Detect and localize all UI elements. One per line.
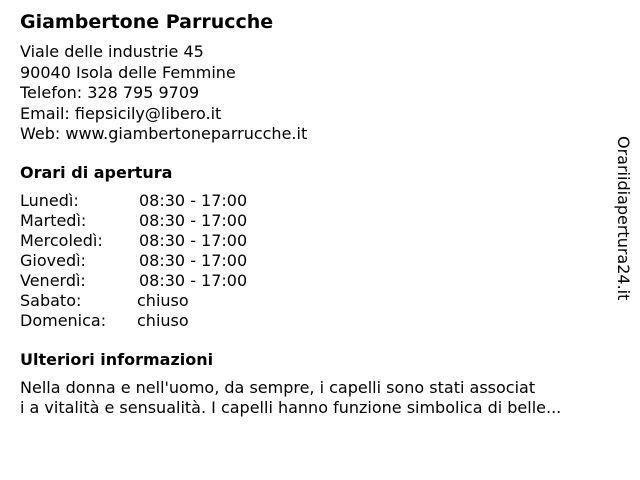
day-hours: 08:30 - 17:00 — [139, 230, 248, 250]
business-card — [20, 10, 610, 418]
day-hours: chiuso — [137, 310, 189, 330]
day-hours: 08:30 - 17:00 — [139, 210, 248, 230]
web-line: Web: www.giambertoneparrucche.it — [20, 124, 308, 143]
hours-heading: Orari di apertura — [20, 162, 173, 182]
day-label: Martedì: — [20, 210, 87, 230]
hours-row-sunday — [20, 311, 610, 331]
day-hours: 08:30 - 17:00 — [139, 250, 248, 270]
day-label: Venerdì: — [20, 270, 86, 290]
email-line: Email: fiepsicily@libero.it — [20, 103, 222, 123]
site-watermark — [612, 136, 634, 308]
site-watermark-text: Orariidiapertura24.it — [614, 136, 633, 301]
address-line: Viale delle industrie 45 — [20, 42, 204, 61]
hours-table — [20, 191, 610, 331]
hours-row-thursday — [20, 251, 610, 271]
description-line-2: i a vitalità e sensualità. I capelli hanno funzione simbolica di belle... — [20, 397, 562, 417]
day-label: Lunedì: — [20, 190, 79, 210]
day-label: Sabato: — [20, 290, 82, 310]
hours-row-tuesday — [20, 211, 610, 231]
day-hours: chiuso — [137, 290, 189, 310]
business-name: Giambertone Parrucche — [20, 11, 274, 33]
day-label: Giovedì: — [20, 250, 86, 270]
description-line-1: Nella donna e nell'uomo, da sempre, i capelli sono stati associat — [20, 377, 536, 397]
info-heading: Ulteriori informazioni — [20, 349, 214, 369]
hours-row-wednesday — [20, 231, 610, 251]
phone-line: Telefon: 328 795 9709 — [20, 83, 200, 102]
day-label: Mercoledì: — [20, 230, 103, 250]
day-hours: 08:30 - 17:00 — [139, 190, 248, 210]
hours-row-monday — [20, 191, 610, 211]
hours-row-friday — [20, 271, 610, 291]
hours-row-saturday — [20, 291, 610, 311]
day-hours: 08:30 - 17:00 — [139, 270, 248, 290]
city-line: 90040 Isola delle Femmine — [20, 62, 236, 82]
day-label: Domenica: — [20, 310, 107, 330]
